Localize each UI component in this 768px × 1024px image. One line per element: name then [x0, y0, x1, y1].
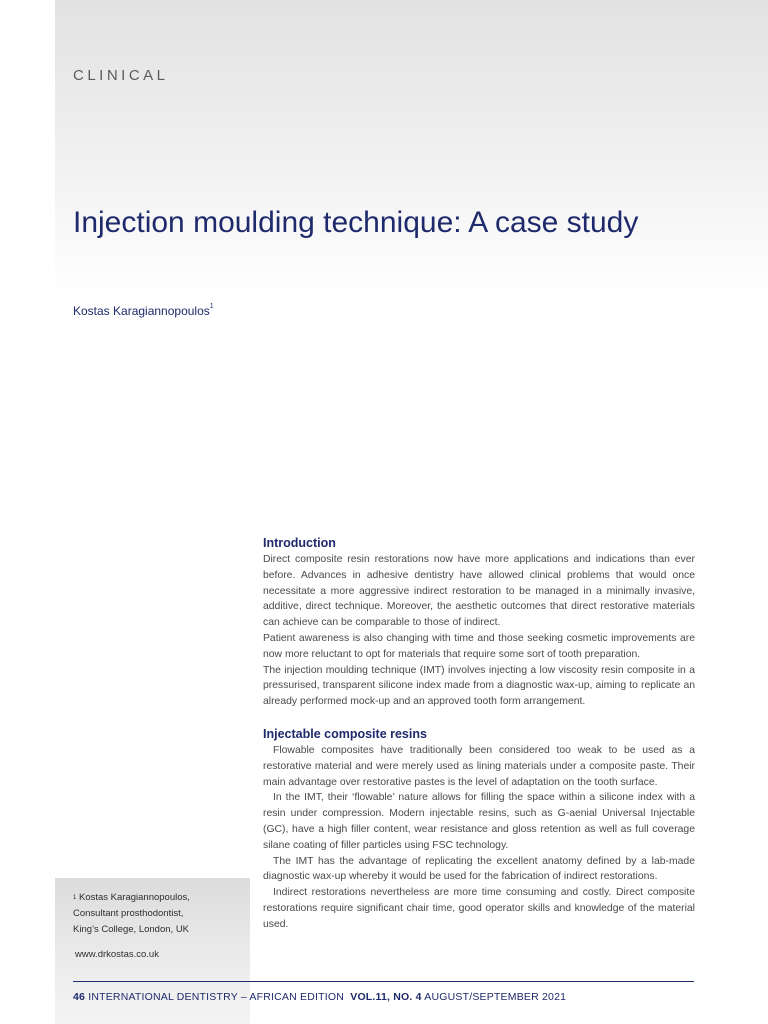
resins-paragraph: The IMT has the advantage of replicating the excellent anatomy defined by a lab-made diagnostic wax-up whereby it would be used for the fabrication of indirect restorations. — [263, 855, 695, 883]
page-footer — [73, 991, 566, 1003]
volume-issue: VOL.11, NO. 4 — [350, 991, 422, 1003]
affiliation-line: King’s College, London, UK — [73, 924, 190, 935]
affiliation-line: $^1$ Kostas Karagiannopoulos, — [73, 892, 190, 903]
section-label: CLINICAL — [73, 67, 169, 84]
resins-paragraph: Indirect restorations nevertheless are more time consuming and costly. Direct composite restorations require significant chair time, good operator skills and knowledge of the material used. — [263, 887, 695, 930]
page-number: 46 — [73, 991, 86, 1003]
author-website[interactable]: www.drkostas.co.uk — [75, 949, 159, 960]
intro-paragraph: Direct composite resin restorations now have more applications and indications than ever before. Advances in adhesive dentistry have allowed clinical problems that would once necessitate a more aggressive indirect restoration to be managed in a minimally invasive, additive, direct technique. Moreover, the aesthetic outcomes that direct restorative materials can achieve can be comparable to those of indirect. — [263, 554, 695, 629]
author-footnote-mark: 1 — [209, 303, 214, 310]
intro-paragraph: The injection moulding technique (IMT) involves injecting a low viscosity resin composite in a pressurised, transparent silicone index made from a diagnostic wax-up, aiming to replicate an already performed mock-up and an approved tooth form arrangement. — [263, 664, 695, 708]
article-title: Injection moulding technique: A case study — [73, 206, 639, 239]
issue-date: AUGUST/SEPTEMBER 2021 — [424, 991, 567, 1003]
introduction-heading: Introduction — [263, 536, 336, 550]
journal-name: INTERNATIONAL DENTISTRY – AFRICAN EDITION — [88, 991, 344, 1003]
article-body — [263, 534, 695, 933]
affiliation-mark: 1 — [73, 895, 77, 901]
injectable-resins-heading: Injectable composite resins — [263, 726, 427, 741]
resins-paragraph: Flowable composites have traditionally been considered too weak to be used as a restorative material and were merely used as lining materials under a composite paste. Their main advantage over restorative pastes is the level of adaptation on the tooth surface. — [263, 744, 695, 788]
affiliation-line: Consultant prosthodontist, — [73, 908, 184, 919]
footer-rule — [73, 981, 694, 982]
intro-paragraph: Patient awareness is also changing with time and those seeking cosmetic improvements are now more reluctant to opt for materials that require some sort of tooth preparation. — [263, 632, 695, 660]
author-affiliation — [73, 890, 243, 938]
author-line — [73, 304, 214, 318]
resins-paragraph: In the IMT, their ‘flowable’ nature allows for filling the space within a silicone index with a resin under compression. Modern injectable resins, such as G-aenial Universal Injectable (GC), have a high filler content, wear resistance and gloss retention as well as full coverage silane coating of filler particles using FSC technology. — [263, 792, 695, 851]
author-name: Kostas Karagiannopoulos — [73, 304, 210, 318]
